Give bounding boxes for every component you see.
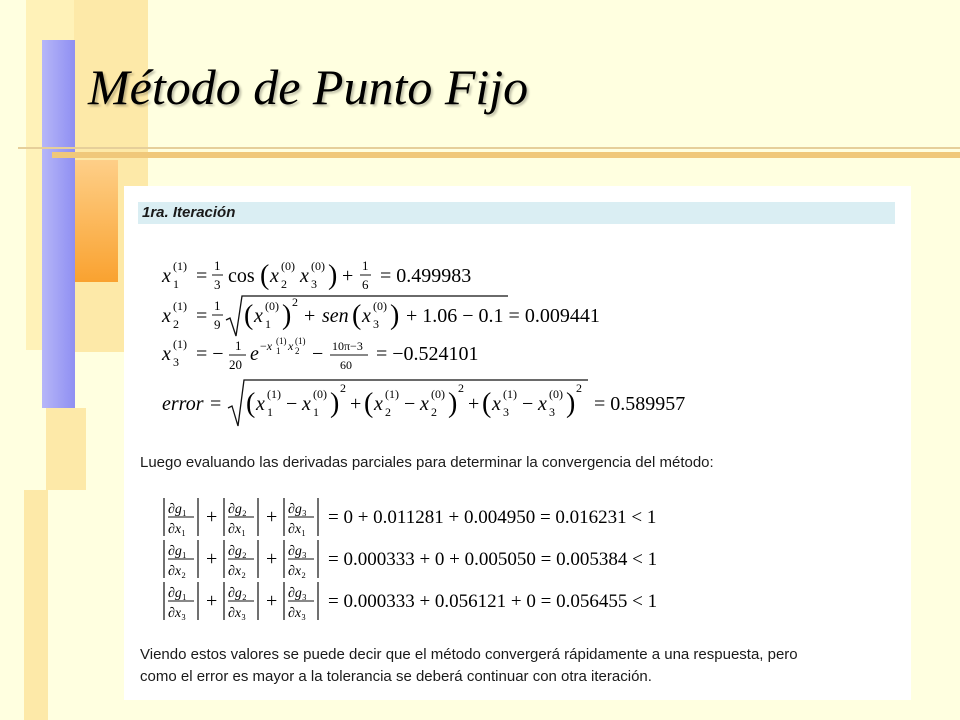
convergence-row-3 [162,580,722,628]
equation-x3-svg [162,336,482,376]
svg-text:(: ( [244,300,254,331]
svg-text:): ) [390,300,400,331]
svg-text:(0): (0) [313,387,327,401]
svg-text:cos: cos [228,265,255,287]
svg-text:(: ( [364,388,374,419]
svg-text:x: x [254,305,263,327]
svg-text:∂x₂: ∂x₂ [168,564,187,579]
svg-text:(1): (1) [295,336,306,346]
svg-text:x: x [362,305,371,327]
svg-text:∂g₁: ∂g₁ [168,586,187,601]
svg-text:∂x₂: ∂x₂ [228,564,247,579]
svg-text:x: x [374,393,383,415]
svg-text:= −0.524101: = −0.524101 [376,343,479,365]
svg-text:∂g₃: ∂g₃ [288,586,307,601]
svg-text:∂g₂: ∂g₂ [228,544,247,559]
svg-text:9: 9 [214,317,221,332]
paragraph-conclusion-line2: como el error es mayor a la tolerancia se deberá continuar con otra iteración. [140,668,652,685]
svg-text:∂x₃: ∂x₃ [288,606,307,621]
svg-text:2: 2 [385,405,391,419]
title-rule-thin [18,147,960,149]
svg-text:3: 3 [173,355,179,369]
svg-text:2: 2 [458,381,464,395]
convergence-row-2 [162,538,722,586]
svg-text:): ) [566,388,576,419]
svg-text:(: ( [246,388,256,419]
svg-text:2: 2 [281,277,287,291]
svg-text:−: − [312,343,324,365]
svg-text:= 0.000333 + 0.056121 + 0 = 0.: = 0.000333 + 0.056121 + 0 = 0.056455 < 1 [328,591,658,612]
svg-text:+: + [266,590,278,612]
svg-text:2: 2 [173,317,179,331]
svg-text:= 0.000333 + 0 + 0.005050 = 0.: = 0.000333 + 0 + 0.005050 = 0.005384 < 1 [328,549,658,570]
svg-text:x: x [256,393,265,415]
svg-text:x: x [162,343,171,365]
svg-text:+: + [206,506,218,528]
svg-text:sen: sen [322,305,349,327]
convergence-row-3-svg [162,580,722,622]
decor-bar-blue [42,40,75,408]
svg-text:): ) [330,388,340,419]
svg-text:−: − [286,393,298,415]
svg-text:10π−3: 10π−3 [332,339,363,353]
svg-text:(1): (1) [503,387,517,401]
equation-x1-svg [162,256,522,294]
svg-text:(: ( [352,300,362,331]
svg-text:=: = [210,393,222,415]
svg-text:1: 1 [265,317,271,331]
svg-text:=: = [196,305,208,327]
svg-text:x: x [162,305,171,327]
content-panel [124,186,911,700]
svg-text:(1): (1) [173,337,187,351]
equation-x2-svg [162,292,602,338]
svg-text:+: + [206,548,218,570]
svg-text:+: + [266,548,278,570]
svg-text:∂g₂: ∂g₂ [228,586,247,601]
decor-bar-pale-3 [46,408,86,490]
convergence-row-2-svg [162,538,722,580]
equation-error [162,376,722,432]
svg-text:2: 2 [340,381,346,395]
svg-text:x: x [288,339,294,353]
svg-text:+: + [350,393,362,415]
svg-text:x: x [492,393,501,415]
svg-text:= 0 + 0.011281 + 0.004950 = 0.: = 0 + 0.011281 + 0.004950 = 0.016231 < 1 [328,507,657,528]
svg-text:1: 1 [214,298,221,313]
svg-text:∂x₂: ∂x₂ [288,564,307,579]
svg-text:1: 1 [276,346,281,356]
svg-text:3: 3 [373,317,379,331]
title-rule-thick [52,152,960,158]
svg-text:2: 2 [292,295,298,309]
svg-text:= 0.589957: = 0.589957 [594,393,686,415]
svg-text:∂x₃: ∂x₃ [228,606,247,621]
svg-text:(: ( [482,388,492,419]
svg-text:(1): (1) [267,387,281,401]
svg-text:(0): (0) [431,387,445,401]
svg-text:∂g₃: ∂g₃ [288,502,307,517]
svg-text:∂g₂: ∂g₂ [228,502,247,517]
svg-text:−: − [522,393,534,415]
svg-text:(: ( [260,260,270,291]
svg-text:∂x₁: ∂x₁ [228,522,247,537]
svg-text:=: = [196,265,208,287]
svg-text:∂g₃: ∂g₃ [288,544,307,559]
svg-text:+: + [304,305,316,327]
svg-text:2: 2 [576,381,582,395]
svg-text:∂x₁: ∂x₁ [168,522,187,537]
svg-text:= 0.499983: = 0.499983 [380,265,472,287]
paragraph-conclusion-line1: Viendo estos valores se puede decir que el método convergerá rápidamente a una respuesta, pero [140,646,798,663]
decor-bar-pale-4 [24,490,48,720]
svg-text:2: 2 [431,405,437,419]
svg-text:(0): (0) [549,387,563,401]
svg-text:2: 2 [295,346,300,356]
section-header: 1ra. Iteración [138,202,895,224]
svg-text:): ) [282,300,292,331]
svg-text:6: 6 [362,277,369,292]
svg-text:3: 3 [503,405,509,419]
svg-text:x: x [302,393,311,415]
svg-text:∂g₁: ∂g₁ [168,502,187,517]
svg-text:(0): (0) [373,299,387,313]
svg-text:20: 20 [229,357,242,372]
svg-text:(0): (0) [311,259,325,273]
svg-text:1: 1 [214,258,221,273]
svg-text:∂x₁: ∂x₁ [288,522,307,537]
svg-text:3: 3 [311,277,317,291]
svg-text:x: x [538,393,547,415]
svg-text:): ) [328,260,338,291]
svg-text:x: x [162,265,171,287]
paragraph-derivatives: Luego evaluando las derivadas parciales para determinar la convergencia del método: [140,454,714,471]
svg-text:1: 1 [267,405,273,419]
svg-text:+: + [468,393,480,415]
svg-text:(1): (1) [385,387,399,401]
svg-text:): ) [448,388,458,419]
svg-text:∂x₃: ∂x₃ [168,606,187,621]
svg-text:x: x [420,393,429,415]
svg-text:1: 1 [173,277,179,291]
svg-text:= −: = − [196,343,224,365]
svg-text:+: + [342,265,354,287]
svg-text:+ 1.06 − 0.1 = 0.009441: + 1.06 − 0.1 = 0.009441 [406,305,600,327]
svg-text:3: 3 [549,405,555,419]
equation-error-svg [162,376,722,426]
svg-text:1: 1 [362,258,369,273]
svg-text:(0): (0) [265,299,279,313]
svg-text:∂g₁: ∂g₁ [168,544,187,559]
svg-text:x: x [270,265,279,287]
svg-text:+: + [206,590,218,612]
svg-text:3: 3 [214,277,221,292]
svg-text:(0): (0) [281,259,295,273]
svg-text:error: error [162,393,204,415]
svg-text:(1): (1) [173,299,187,313]
svg-text:60: 60 [340,358,352,372]
svg-text:e: e [250,343,259,365]
svg-text:x: x [300,265,309,287]
slide-title: Método de Punto Fijo [88,59,529,115]
svg-text:−x: −x [260,339,273,353]
svg-text:(1): (1) [173,259,187,273]
svg-text:−: − [404,393,416,415]
svg-text:1: 1 [235,338,242,353]
svg-text:+: + [266,506,278,528]
convergence-row-1 [162,496,722,544]
convergence-row-1-svg [162,496,722,538]
svg-text:(1): (1) [276,336,287,346]
svg-text:1: 1 [313,405,319,419]
